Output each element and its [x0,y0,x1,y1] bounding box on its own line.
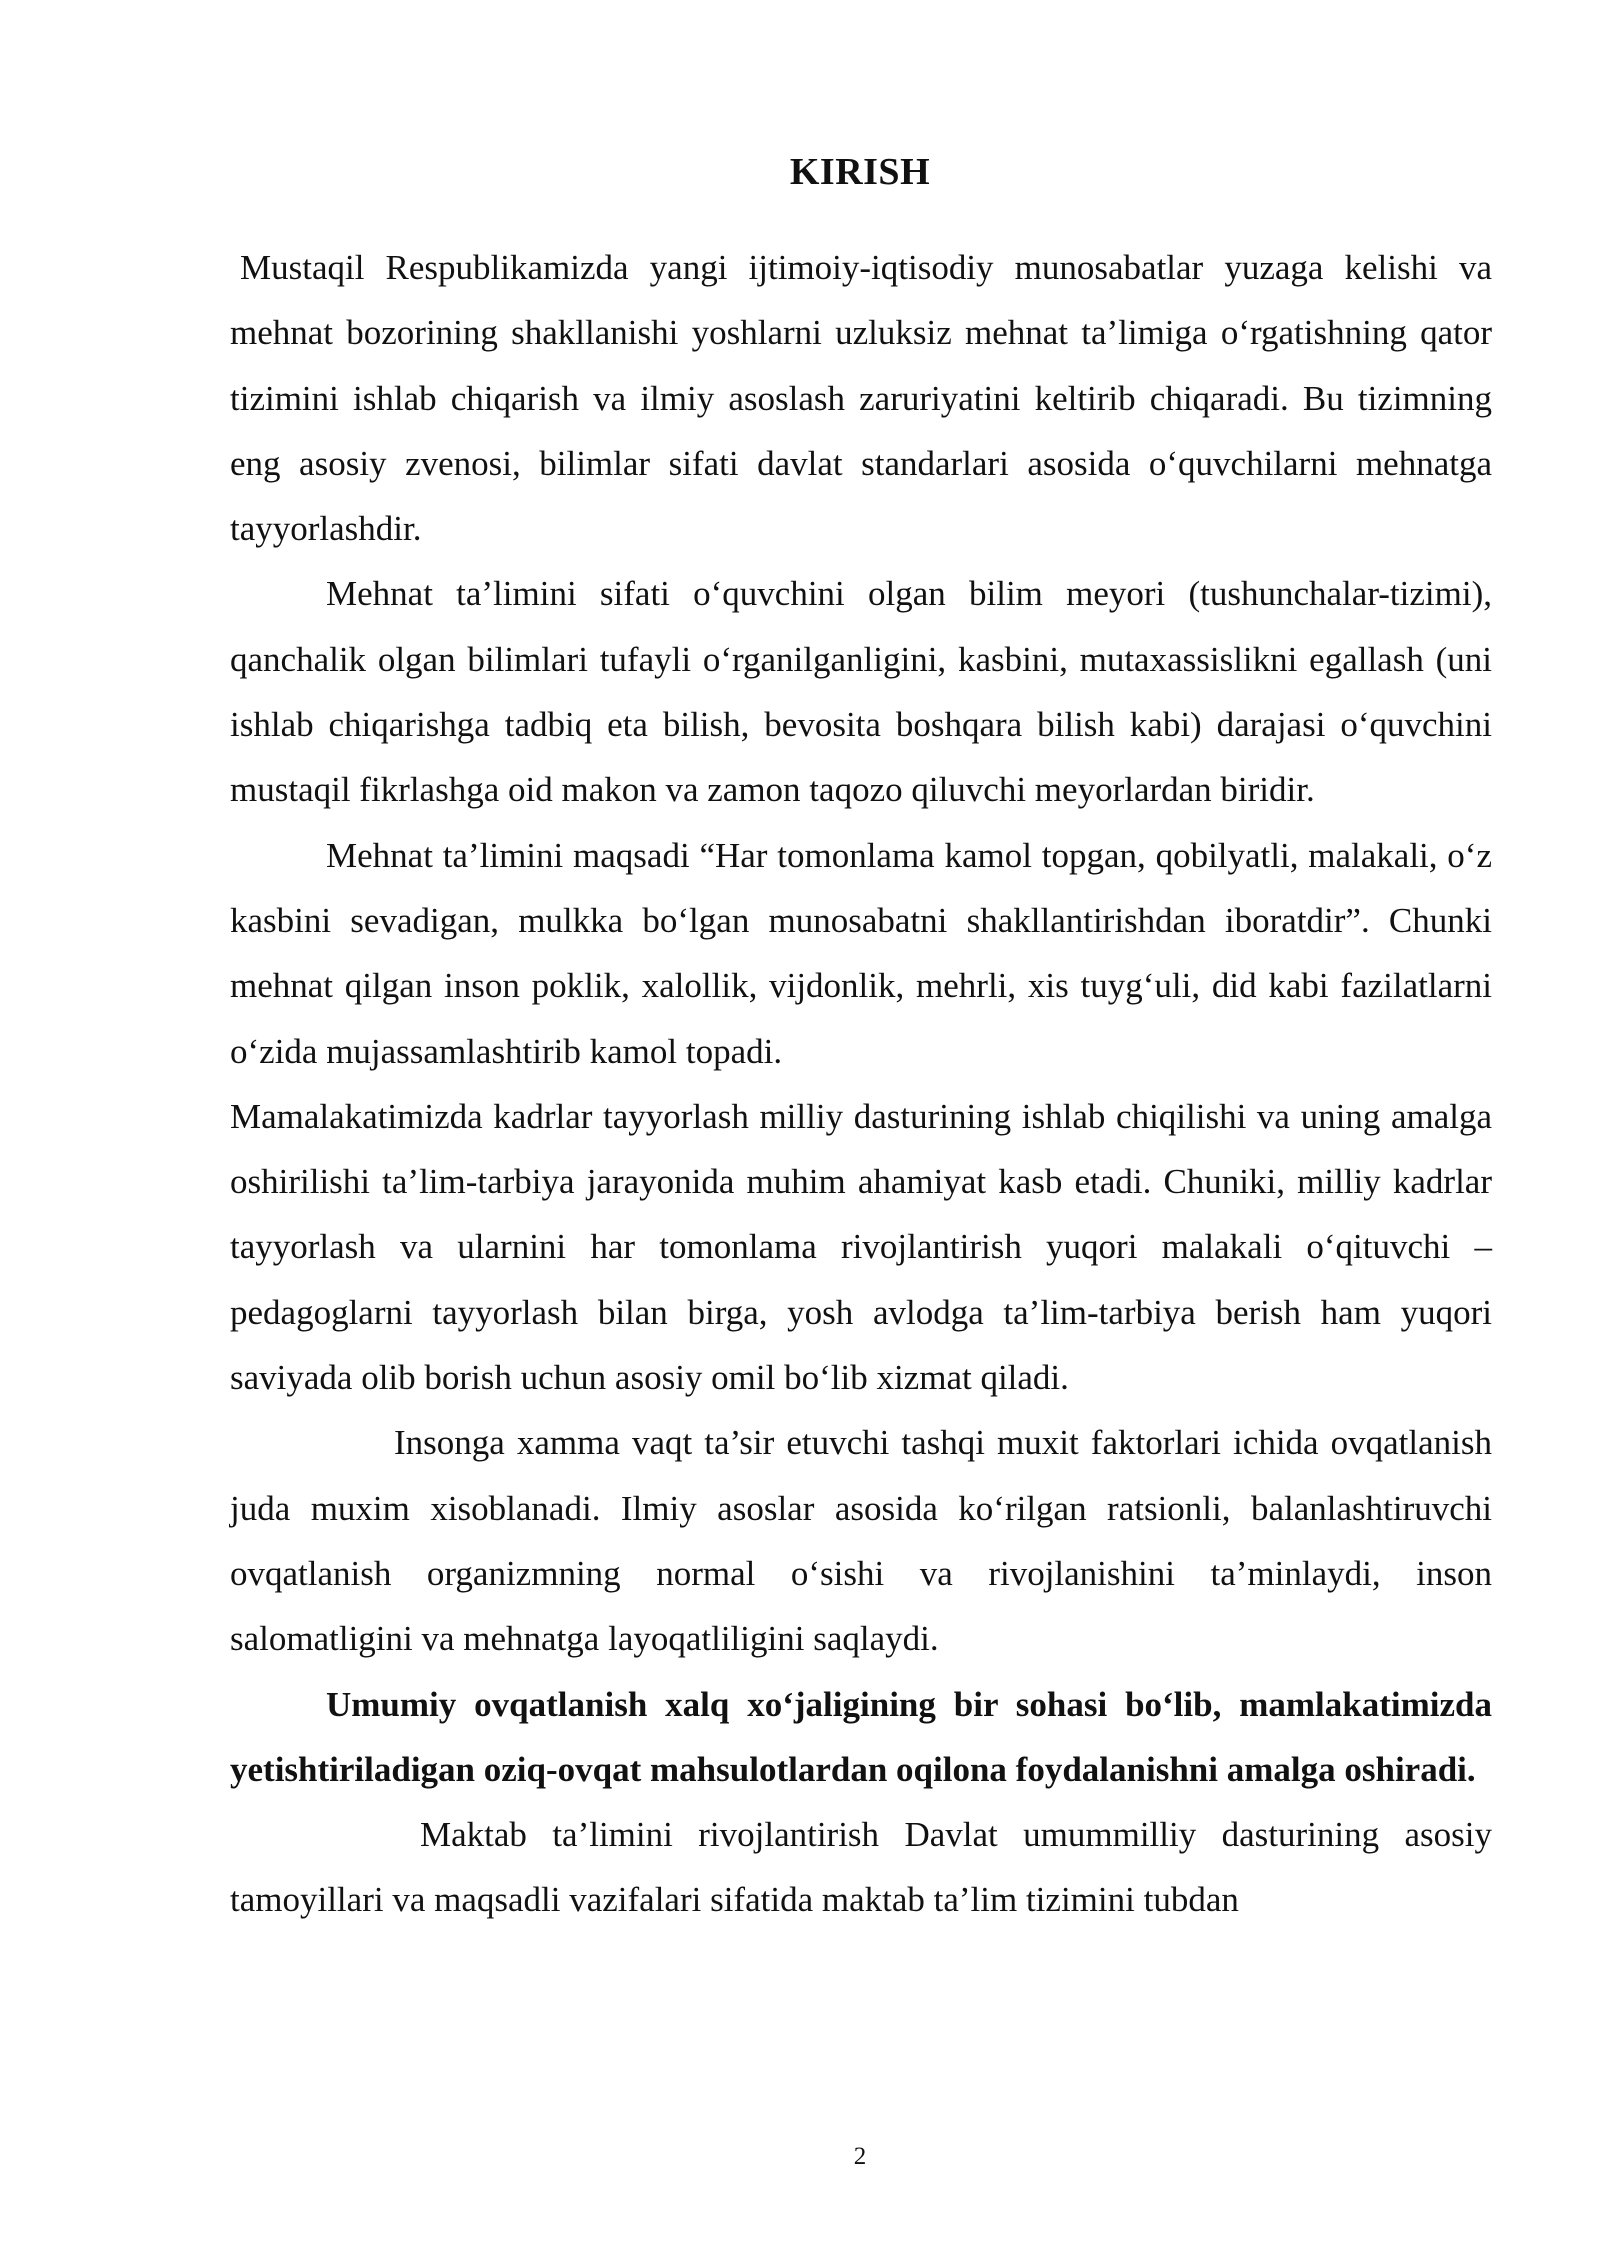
paragraph-intro: Mustaqil Respublikamizda yangi ijtimoiy-iqtisodiy munosabatlar yuzaga kelishi va mehnat bozorining shakllanishi yoshlarni uzluksiz mehnat ta’limiga o‘rgatishning qator tizimini ishlab chiqarish va ilmiy asoslash zaruriyatini keltirib chiqaradi. Bu tizimning eng asosiy zvenosi, bilimlar sifati davlat standarlari asosida o‘quvchilarni mehnatga tayyorlashdir. [230,248,1492,549]
paragraph-public-catering: Umumiy ovqatlanish xalq xo‘jaligining bir sohasi bo‘lib, mamlakatimizda yetishtiriladigan oziq-ovqat mahsulotlardan oqilona foydalanishni amalga oshiradi. [230,1684,1492,1789]
paragraph-labor-education-goal: Mehnat ta’limini maqsadi “Har tomonlama kamol topgan, qobilyatli, malakali, o‘z kasbini sevadigan, mulkka bo‘lgan munosabatni shakllantirishdan iboratdir”. Chunki mehnat qilgan inson poklik, xalollik, vijdonlik, mehrli, xis tuyg‘uli, did kabi fazilatlarni o‘zida mujassamlashtirib kamol topadi. [230,835,1492,1071]
paragraph-labor-education-quality: Mehnat ta’limini sifati o‘quvchini olgan bilim meyori (tushunchalar-tizimi), qanchalik olgan bilimlari tufayli o‘rganilganligini, kasbini, mutaxassislikni egallash (uni ishlab chiqarishga tadbiq eta bilish, bevosita boshqara bilish kabi) darajasi o‘quvchini mustaqil fikrlashga oid makon va zamon taqozo qiluvchi meyorlardan biridir. [230,574,1492,810]
page-number: 2 [853,2143,867,2170]
body-text [230,235,1492,1933]
page-title: KIRISH [789,151,931,193]
paragraph-nutrition: Insonga xamma vaqt ta’sir etuvchi tashqi muxit faktorlari ichida ovqatlanish juda muxim xisoblanadi. Ilmiy asoslar asosida ko‘rilgan ratsionli, balanlashtiruvchi ovqatlanish organizmning normal o‘sishi va rivojlanishini ta’minlaydi, inson salomatligini va mehnatga layoqatliligini saqlaydi. [230,1423,1492,1659]
paragraph-school-education: Maktab ta’limini rivojlantirish Davlat umummilliy dasturining asosiy tamoyillari va maqsadli vazifalari sifatida maktab ta’lim tizimini tubdan [230,1815,1492,1920]
paragraph-personnel-training: Mamalakatimizda kadrlar tayyorlash milliy dasturining ishlab chiqilishi va uning amalga oshirilishi ta’lim-tarbiya jarayonida muhim ahamiyat kasb etadi. Chuniki, milliy kadrlar tayyorlash va ularnini har tomonlama rivojlantirish yuqori malakali o‘qituvchi –pedagoglarni tayyorlash bilan birga, yosh avlodga ta’lim-tarbiya berish ham yuqori saviyada olib borish uchun asosiy omil bo‘lib xizmat qiladi. [230,1096,1492,1398]
